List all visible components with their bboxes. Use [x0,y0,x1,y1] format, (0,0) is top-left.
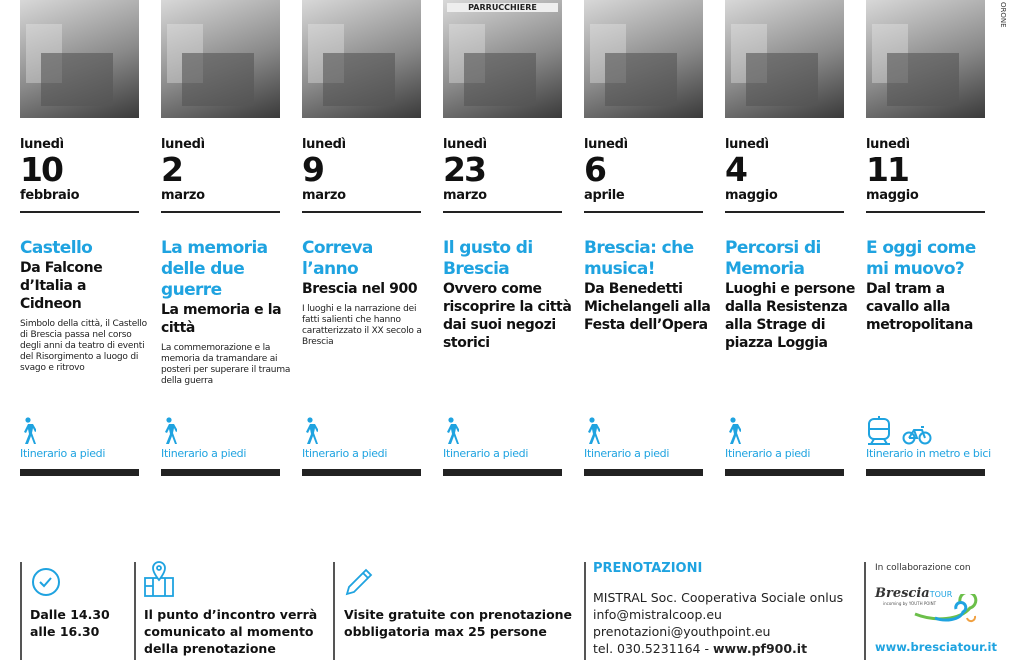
booking-org: MISTRAL Soc. Cooperativa Sociale onlus [593,590,844,605]
divider-bar [725,469,844,476]
event-photo [302,0,421,118]
event-title: La memoria delle due guerre La memoria e la città La commemorazione e la memoria da tramandare ai posteri per superare il trauma della guerra [161,238,291,386]
event-day-number: 23 [443,150,485,189]
walking-icon [725,415,741,445]
walking-icon [20,415,36,445]
event-day-number: 10 [20,150,62,189]
metro-bike-icon [866,415,932,445]
itinerary-label: Itinerario a piedi [161,447,247,460]
divider [584,562,586,660]
event-subtitle: La memoria e la città [161,302,282,336]
event-weekday: lunedì [866,137,910,152]
event-month: febbraio [20,188,80,203]
event-subtitle: Dal tram a cavallo alla metropolitana [866,281,973,333]
event-photo: PARRUCCHIERE [443,0,562,118]
clock-icon [30,566,62,598]
itinerary-label: Itinerario a piedi [20,447,106,460]
divider [20,562,22,660]
divider [866,211,985,213]
event-weekday: lunedì [161,137,205,152]
divider [864,562,866,660]
time-info: Dalle 14.30 alle 16.30 [30,607,110,639]
event-day-number: 2 [161,150,182,189]
event-month: aprile [584,188,625,203]
event-subtitle: Brescia nel 900 [302,281,418,297]
event-subtitle: Ovvero come riscoprire la città dai suoi negozi storici [443,281,572,351]
event-photo [725,0,844,118]
event-month: marzo [161,188,205,203]
divider [584,211,703,213]
itinerary-label: Itinerario a piedi [584,447,670,460]
divider [161,211,280,213]
booking-email-1[interactable]: info@mistralcoop.eu [593,607,722,622]
event-weekday: lunedì [302,137,346,152]
event-column [161,0,291,460]
walking-icon [443,415,459,445]
booking-tel: tel. 030.5231164 - [593,641,713,656]
divider [725,211,844,213]
event-photo [20,0,139,118]
divider-bar [161,469,280,476]
event-weekday: lunedì [443,137,487,152]
divider [302,211,421,213]
event-photo [866,0,985,118]
event-photo [161,0,280,118]
divider [443,211,562,213]
event-title: Brescia: che musica! Da Benedetti Michelangeli alla Festa dell’Opera [584,238,714,334]
walking-icon [302,415,318,445]
pencil-icon [343,566,375,598]
itinerary-label: Itinerario a piedi [443,447,529,460]
divider-bar [866,469,985,476]
event-month: marzo [443,188,487,203]
itinerary-label: Itinerario a piedi [725,447,811,460]
event-description: Simbolo della città, il Castello di Brescia passa nel corso degli anni da teatro di eventi del Risorgimento a luogo di svago e ritrovo [20,319,147,373]
corner-credit: ORONE [999,2,1007,28]
event-column [302,0,422,460]
event-subtitle: Da Falcone d’Italia a Cidneon [20,260,103,312]
event-description: I luoghi e la narrazione dei fatti salienti che hanno caratterizzato il XX secolo a Brescia [302,304,422,347]
walking-icon [161,415,177,445]
itinerary-label: Itinerario a piedi [302,447,388,460]
event-title: E oggi come mi muovo? Dal tram a cavallo alla metropolitana [866,238,996,334]
divider-bar [20,469,139,476]
booking-title: PRENOTAZIONI [593,561,703,576]
collab-label: In collaborazione con [875,563,971,573]
event-day-number: 6 [584,150,605,189]
event-description: La commemorazione e la memoria da tramandare ai posteri per superare il trauma della guerra [161,343,291,386]
booking-web-link[interactable]: www.pf900.it [712,641,808,656]
event-title: Correva l’anno Brescia nel 900 I luoghi e la narrazione dei fatti salienti che hanno caratterizzato il XX secolo a Brescia [302,238,432,348]
booking-email-2[interactable]: prenotazioni@youthpoint.eu [593,624,771,639]
event-column [584,0,711,460]
event-subtitle: Da Benedetti Michelangeli alla Festa dell’Opera [584,281,711,333]
divider [20,211,139,213]
meeting-info: Il punto d’incontro verrà comunicato al momento della prenotazione [144,607,318,656]
divider-bar [443,469,562,476]
event-title: Il gusto di Brescia Ovvero come riscoprire la città dai suoi negozi storici [443,238,572,351]
event-photo [584,0,703,118]
visits-info: Visite gratuite con prenotazione obbligatoria max 25 persone [344,607,573,639]
event-title: Percorsi di Memoria Luoghi e persone dalla Resistenza alla Strage di piazza Loggia [725,238,855,351]
event-day-number: 4 [725,150,746,189]
walking-icon [584,415,600,445]
itinerary-label: Itinerario in metro e bici [866,447,991,460]
bresciatour-link[interactable]: www.bresciatour.it [875,640,997,654]
event-weekday: lunedì [20,137,64,152]
event-day-number: 11 [866,150,908,189]
event-month: maggio [866,188,919,203]
event-column [725,0,855,460]
event-column [866,0,991,460]
event-column [20,0,147,460]
divider [134,562,136,660]
divider-bar [584,469,703,476]
event-title: Castello Da Falcone d’Italia a Cidneon Simbolo della città, il Castello di Brescia passa nel corso degli anni da teatro di eventi del Risorgimento a luogo di svago e ritrovo [20,238,150,374]
event-weekday: lunedì [725,137,769,152]
event-column [443,0,572,460]
event-subtitle: Luoghi e persone dalla Resistenza alla Strage di piazza Loggia [725,281,855,351]
event-day-number: 9 [302,150,323,189]
divider [333,562,335,660]
divider-bar [302,469,421,476]
event-weekday: lunedì [584,137,628,152]
bresciatour-logo: BresciaTOUR incoming by YOUTH POINT [875,582,985,630]
map-pin-icon [143,560,175,598]
event-month: maggio [725,188,778,203]
event-month: marzo [302,188,346,203]
